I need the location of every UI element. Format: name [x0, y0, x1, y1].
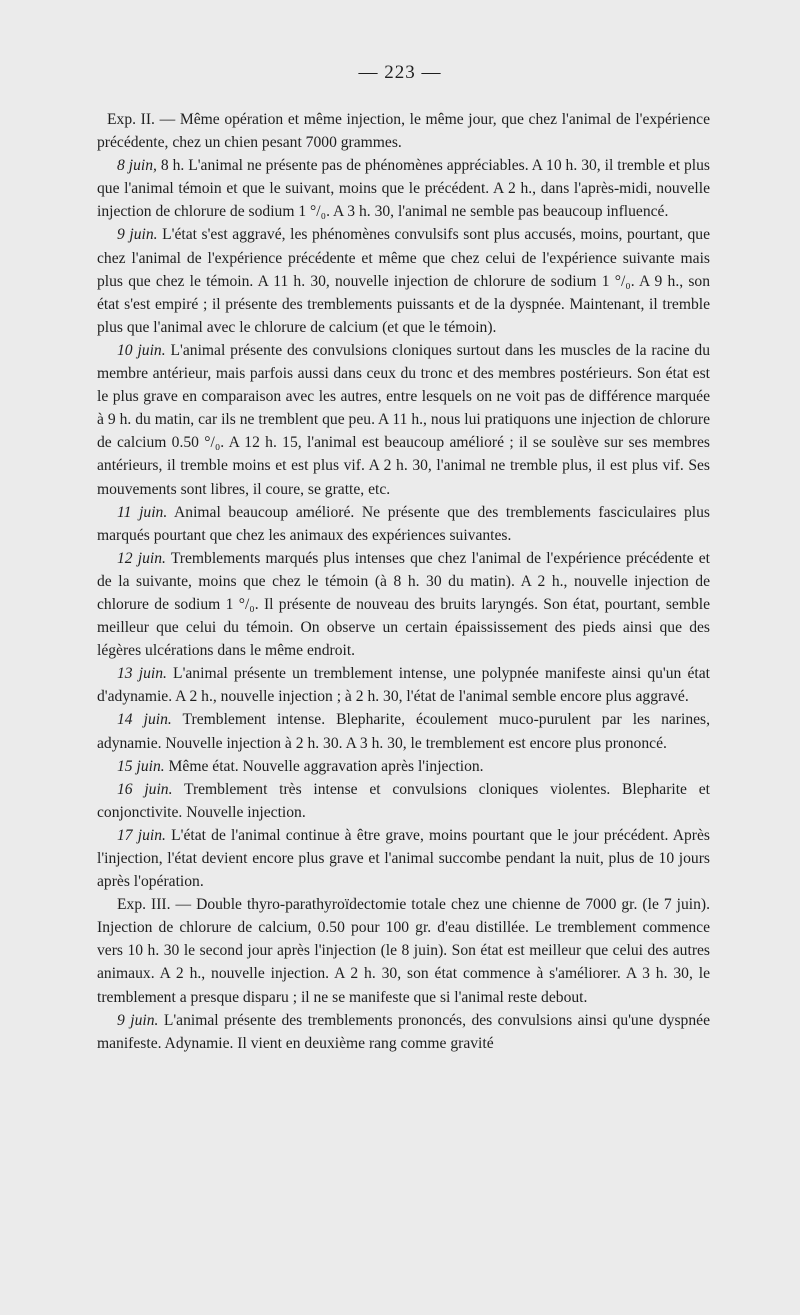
paragraph-13-juin — [97, 662, 710, 708]
entry-date: 15 juin. — [117, 757, 165, 775]
entry-date: 17 juin. — [117, 826, 166, 844]
entry-date: 11 juin. — [117, 503, 168, 521]
paragraph-12-juin — [97, 547, 710, 662]
paragraph-text: Tremblements marqués plus intenses que chez l'animal de l'expérience précédente et de la suivante, moins que chez le témoin (à 8 h. 30 du matin). A 2 h., nouvelle injection de chlorure de sodium 1 °/₀. Il présente de nouveau des bruits laryngés. Son état, pourtant, semble meilleur que celui du témoin. On observe un certain épaississement des pieds ainsi que des légères ulcérations dans le même endroit. — [97, 549, 710, 660]
paragraph-text: Tremblement très intense et convulsions cloniques violentes. Blepharite et conjonctivite. Nouvelle injection. — [97, 780, 710, 821]
paragraph-9-juin-exp-iii — [97, 1009, 710, 1055]
paragraph-text: L'état s'est aggravé, les phénomènes convulsifs sont plus accusés, moins, pourtant, que chez l'animal de l'expérience précédente et même que chez celui de l'expérience suivante mais plus que chez le témoin. A 11 h. 30, nouvelle injection de chlorure de sodium 1 °/₀. A 9 h., son état s'est empiré ; il présente des tremblements puissants et de la dyspnée. Maintenant, il tremble plus que l'animal avec le chlorure de calcium (et que le témoin). — [97, 226, 710, 336]
entry-date: 9 juin. — [117, 1011, 159, 1029]
entry-date: 12 juin. — [117, 549, 166, 567]
paragraph-15-juin — [97, 755, 710, 778]
entry-date: 10 juin. — [117, 341, 166, 359]
page-number: — 223 — — [358, 62, 442, 83]
paragraph-9-juin — [97, 223, 710, 338]
paragraph-8-juin — [97, 154, 710, 223]
paragraph-16-juin — [97, 778, 710, 824]
paragraph-exp-iii — [97, 893, 710, 1008]
body-text — [97, 108, 710, 1055]
paragraph-text: Exp. II. — Même opération et même injection, le même jour, que chez l'animal de l'expérience précédente, chez un chien pesant 7000 grammes. — [97, 111, 710, 152]
paragraph-text: L'animal présente un tremblement intense, une polypnée manifeste ainsi qu'un état d'adynamie. A 2 h., nouvelle injection ; à 2 h. 30, l'état de l'animal semble encore plus aggravé. — [97, 665, 710, 706]
paragraph-text: L'état de l'animal continue à être grave, moins pourtant que le jour précédent. Après l'injection, l'état devient encore plus grave et l'animal succombe pendant la nuit, plus de 10 jours après l'opération. — [97, 826, 710, 891]
paragraph-11-juin — [97, 501, 710, 547]
entry-date: 14 juin. — [117, 711, 172, 729]
entry-date: 8 juin, — [117, 157, 157, 175]
paragraph-text: Même état. Nouvelle aggravation après l'injection. — [164, 757, 484, 775]
paragraph-text: L'animal présente des convulsions cloniques surtout dans les muscles de la racine du membre antérieur, mais parfois aussi dans ceux du tronc et des membres postérieurs. Son état est le plus grave en comparaison avec les autres, entre lesquels on ne voit pas de différence marquée à 9 h. du matin, car ils ne tremblent que peu. A 11 h., nous lui pratiquons une injection de chlorure de calcium 0.50 °/₀. A 12 h. 15, l'animal est beaucoup amélioré ; il se soulève sur ses membres antérieurs, il tremble moins et est plus vif. A 2 h. 30, l'animal ne tremble plus, il est plus vif. Ses mouvements sont libres, il coure, se gratte, etc. — [97, 341, 710, 498]
paragraph-text: Tremblement intense. Blepharite, écoulement muco-purulent par les narines, adynamie. Nouvelle injection à 2 h. 30. A 3 h. 30, le tremblement est encore plus prononcé. — [97, 711, 711, 752]
paragraph-14-juin — [97, 708, 710, 754]
paragraph-17-juin — [97, 824, 710, 893]
paragraph-text: Animal beaucoup amélioré. Ne présente que des tremblements fasciculaires plus marqués pourtant que chez les animaux des expériences suivantes. — [97, 503, 710, 544]
paragraph-exp-ii — [97, 108, 710, 154]
paragraph-text: Exp. III. — Double thyro-parathyroïdectomie totale chez une chienne de 7000 gr. (le 7 juin). Injection de chlorure de calcium, 0.50 pour 100 gr. d'eau distillée. Le tremblement commence vers 10 h. 30 le second jour après l'injection (le 8 juin). Son état est meilleur que celui des autres animaux. A 2 h., nouvelle injection. A 2 h. 30, son état commence à s'améliorer. A 3 h. 30, le tremblement a presque disparu ; il ne se manifeste que si l'animal reste debout. — [97, 896, 710, 1006]
entry-date: 16 juin. — [117, 780, 173, 798]
paragraph-text: 8 h. L'animal ne présente pas de phénomènes appréciables. A 10 h. 30, il tremble et plus que l'animal témoin et que le suivant, moins que le précédent. A 2 h., dans l'après-midi, nouvelle injection de chlorure de sodium 1 °/₀. A 3 h. 30, l'animal ne semble pas beaucoup influencé. — [97, 157, 710, 221]
entry-date: 13 juin. — [117, 665, 167, 683]
paragraph-10-juin — [97, 339, 710, 501]
entry-date: 9 juin. — [117, 226, 158, 244]
paragraph-text: L'animal présente des tremblements prononcés, des convulsions ainsi qu'une dyspnée manifeste. Adynamie. Il vient en deuxième rang comme gravité — [97, 1011, 710, 1052]
